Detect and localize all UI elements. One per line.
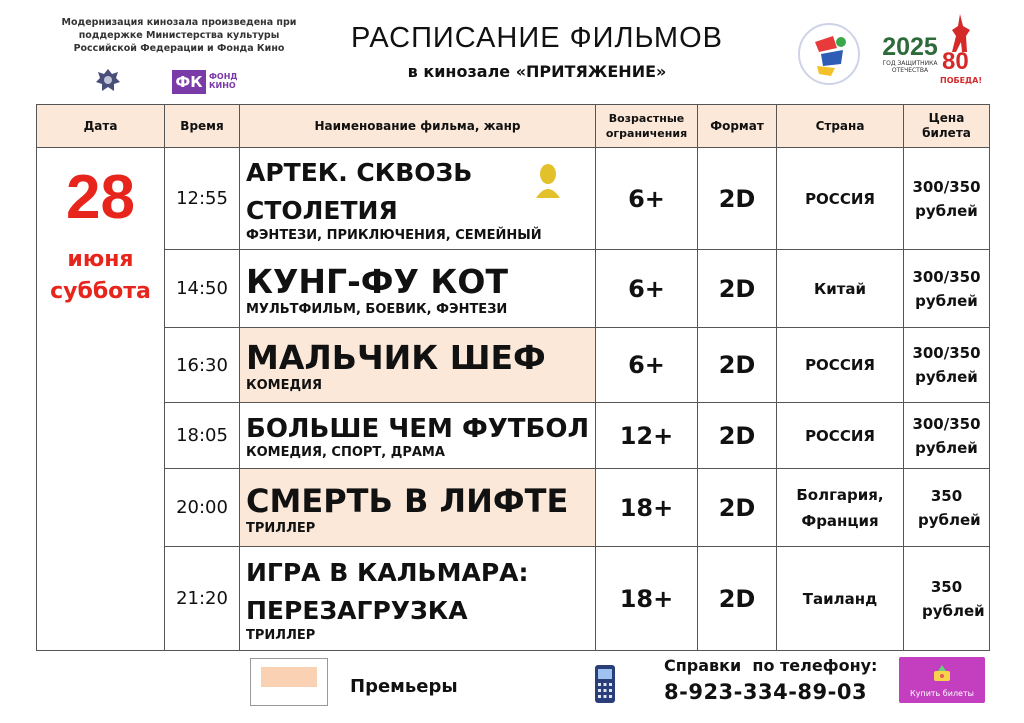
film-genre: МУЛЬТФИЛЬМ, БОЕВИК, ФЭНТЕЗИ — [246, 301, 508, 317]
price: 300/350 рублей — [904, 250, 990, 328]
victory-number: 80 — [942, 48, 969, 75]
table-row — [37, 469, 990, 547]
table-row — [37, 547, 990, 651]
format: 2D — [698, 547, 777, 651]
film-cell — [240, 547, 596, 651]
country: РОССИЯ — [777, 403, 904, 469]
ticket-cart-icon — [930, 663, 954, 685]
cinema-circle-logo-icon — [797, 22, 861, 86]
film-genre: КОМЕДИЯ — [246, 378, 322, 393]
format: 2D — [698, 403, 777, 469]
format: 2D — [698, 250, 777, 328]
year-logo-number: 2025 — [882, 33, 938, 61]
showtime: 21:20 — [165, 547, 240, 651]
phone-icon — [592, 663, 618, 705]
date-day: 28 — [66, 163, 135, 232]
header-format: Формат — [698, 105, 777, 148]
film-title: МАЛЬЧИК ШЕФ — [246, 338, 546, 377]
premiere-legend-fill — [261, 667, 317, 687]
film-title: ИГРА В КАЛЬМАРА: ПЕРЕЗАГРУЗКА — [246, 557, 529, 625]
age-rating: 12+ — [596, 403, 698, 469]
header-country: Страна — [777, 105, 904, 148]
film-genre: ФЭНТЕЗИ, ПРИКЛЮЧЕНИЯ, СЕМЕЙНЫЙ — [246, 227, 542, 243]
country: РОССИЯ — [777, 328, 904, 403]
table-header-row — [37, 105, 990, 148]
header-time: Время — [165, 105, 240, 148]
price: 300/350 рублей — [904, 328, 990, 403]
country: РОССИЯ — [777, 148, 904, 250]
buy-tickets-button[interactable] — [899, 657, 985, 703]
format: 2D — [698, 328, 777, 403]
price: 350 рублей — [904, 547, 990, 651]
table-row — [37, 148, 990, 250]
film-genre: ТРИЛЛЕР — [246, 627, 316, 643]
format: 2D — [698, 148, 777, 250]
date-weekday: суббота — [50, 279, 151, 304]
age-rating: 6+ — [596, 328, 698, 403]
page-subtitle: в кинозале «ПРИТЯЖЕНИЕ» — [407, 62, 667, 81]
victory-80-logo — [940, 12, 982, 92]
age-rating: 18+ — [596, 469, 698, 547]
fk-mark: ФК — [172, 70, 206, 94]
phone-number[interactable]: 8-923-334-89-03 — [664, 680, 868, 704]
date-month: июня — [67, 247, 134, 272]
victory-caption: ПОБЕДА! — [940, 76, 983, 85]
showtime: 20:00 — [165, 469, 240, 547]
pushkin-bust-icon — [530, 160, 566, 200]
premiere-legend-label: Премьеры — [350, 676, 458, 697]
page-title: РАСПИСАНИЕ ФИЛЬМОВ — [351, 22, 723, 54]
support-line: поддержке Министерства культуры — [78, 30, 280, 41]
film-genre: КОМЕДИЯ, СПОРТ, ДРАМА — [246, 444, 445, 460]
country: Таиланд — [777, 547, 904, 651]
film-cell-premiere — [240, 328, 596, 403]
film-cell — [240, 148, 596, 250]
help-label: Справки по телефону: — [664, 656, 878, 675]
film-title: СМЕРТЬ В ЛИФТЕ — [246, 481, 569, 520]
header-price: Цена билета — [904, 105, 990, 148]
buy-tickets-label: Купить билеты — [910, 689, 974, 698]
header-age: Возрастные ограничения — [596, 105, 698, 148]
film-cell — [240, 250, 596, 328]
price: 300/350 рублей — [904, 148, 990, 250]
ministry-emblem-icon — [92, 66, 124, 96]
year-logo-caption: ГОД ЗАЩИТНИКА ОТЕЧЕСТВА — [882, 60, 938, 74]
year-2025-logo — [880, 34, 940, 74]
film-cell — [240, 403, 596, 469]
header-date: Дата — [37, 105, 165, 148]
country: Китай — [777, 250, 904, 328]
header-film: Наименование фильма, жанр — [240, 105, 596, 148]
table-row — [37, 328, 990, 403]
price: 300/350 рублей — [904, 403, 990, 469]
showtime: 18:05 — [165, 403, 240, 469]
table-row — [37, 403, 990, 469]
age-rating: 6+ — [596, 148, 698, 250]
film-title: АРТЕК. СКВОЗЬ СТОЛЕТИЯ — [246, 157, 473, 225]
age-rating: 18+ — [596, 547, 698, 651]
showtime: 12:55 — [165, 148, 240, 250]
age-rating: 6+ — [596, 250, 698, 328]
table-row — [37, 250, 990, 328]
showtime: 14:50 — [165, 250, 240, 328]
film-title: БОЛЬШЕ ЧЕМ ФУТБОЛ — [246, 413, 590, 444]
date-cell — [37, 148, 165, 651]
support-line: Российской Федерации и Фонда Кино — [73, 43, 285, 54]
premiere-legend-swatch — [250, 658, 328, 706]
format: 2D — [698, 469, 777, 547]
film-cell-premiere — [240, 469, 596, 547]
schedule-table — [36, 104, 990, 651]
country: Болгария, Франция — [777, 469, 904, 547]
fond-kino-logo — [172, 70, 238, 94]
support-line: Модернизация кинозала произведена при — [61, 17, 297, 28]
film-genre: ТРИЛЛЕР — [246, 520, 316, 536]
fk-text: ФОНД КИНО — [209, 72, 238, 90]
price: 350 рублей — [904, 469, 990, 547]
showtime: 16:30 — [165, 328, 240, 403]
film-title: КУНГ-ФУ КОТ — [246, 261, 508, 301]
support-note — [40, 16, 318, 55]
